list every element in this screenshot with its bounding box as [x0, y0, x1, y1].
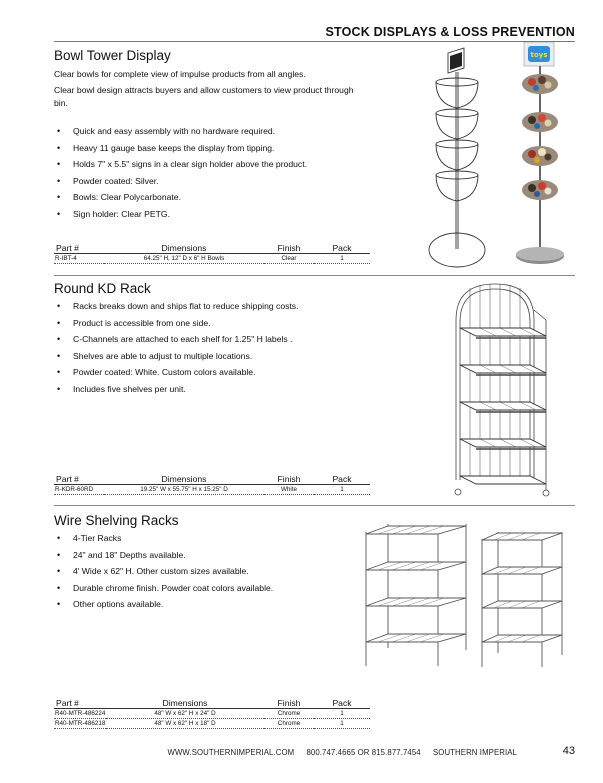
cell-dimensions: 48" W x 62" H x 24" D — [106, 709, 264, 719]
column-header-pack: Pack — [332, 474, 352, 484]
cell-finish: Chrome — [264, 719, 314, 729]
list-item: • C-Channels are attached to each shelf for 1.25" H labels . — [54, 333, 384, 345]
bowl-tower-product-photo — [512, 42, 574, 270]
list-item: • Powder coated: White. Custom colors available. — [54, 366, 384, 378]
table-row — [54, 254, 370, 264]
table-header-row — [54, 698, 370, 709]
column-header-part: Part # — [56, 474, 79, 484]
footer-company: SOUTHERN IMPERIAL — [432, 748, 517, 757]
list-item: • Bowls: Clear Polycarbonate. — [54, 191, 384, 203]
wire-shelving-spec-table — [54, 698, 370, 729]
table-header-row — [54, 474, 370, 485]
table-row — [54, 709, 370, 719]
column-header-finish: Finish — [277, 243, 301, 253]
list-item: • Durable chrome finish. Powder coat colors available. — [54, 582, 384, 594]
list-item: • 4-Tier Racks — [54, 532, 384, 544]
column-header-part: Part # — [56, 698, 79, 708]
column-header-dimensions: Dimensions — [161, 243, 207, 253]
list-item: • Shelves are able to adjust to multiple locations. — [54, 350, 384, 362]
cell-pack: 1 — [314, 485, 370, 495]
list-item: • Includes five shelves per unit. — [54, 383, 384, 395]
toys-sign-text: toys — [530, 51, 548, 59]
column-header-dimensions: Dimensions — [161, 474, 207, 484]
column-header-pack: Pack — [332, 243, 352, 253]
list-item: • Holds 7" x 5.5" signs in a clear sign holder above the product. — [54, 158, 384, 170]
round-kd-rack-spec-table — [54, 474, 370, 495]
cell-pack: 1 — [314, 719, 370, 729]
column-header-finish: Finish — [277, 698, 301, 708]
list-item: • Racks breaks down and ships flat to reduce shipping costs. — [54, 300, 384, 312]
list-item: • Powder coated: Silver. — [54, 175, 384, 187]
list-item: • Quick and easy assembly with no hardware required. — [54, 125, 384, 137]
bowl-tower-paragraph-2: Clear bowl design attracts buyers and allow customers to view product through bin. — [54, 85, 354, 108]
cell-part-number: R40-MTR-486224 — [55, 710, 106, 717]
page-number: 43 — [562, 745, 575, 757]
section-divider — [54, 505, 575, 506]
cell-finish: Chrome — [264, 709, 314, 719]
table-header-row — [54, 243, 370, 254]
list-item: • Other options available. — [54, 598, 384, 610]
cell-dimensions: 64.25" H, 12" D x 6" H Bowls — [104, 254, 264, 264]
page-header-title: STOCK DISPLAYS & LOSS PREVENTION — [325, 25, 575, 39]
list-item: • Sign holder: Clear PETG. — [54, 208, 384, 220]
column-header-pack: Pack — [332, 698, 352, 708]
list-item: • 4' Wide x 62" H. Other custom sizes available. — [54, 565, 384, 577]
photo-bowl — [522, 74, 558, 94]
cell-finish: White — [264, 485, 314, 495]
section-title-wire-shelving: Wire Shelving Racks — [54, 513, 179, 528]
list-item: • 24" and 18" Depths available. — [54, 549, 384, 561]
header-divider — [54, 41, 575, 42]
page-footer — [167, 748, 517, 757]
bowl-tower-spec-table — [54, 243, 370, 264]
round-kd-rack-feature-list — [54, 300, 384, 400]
bowl-tower-line-drawing — [420, 44, 500, 270]
column-header-part: Part # — [56, 243, 79, 253]
cell-dimensions: 48" W x 62" H x 18" D — [106, 719, 264, 729]
column-header-finish: Finish — [277, 474, 301, 484]
bowl-tower-feature-list — [54, 125, 384, 225]
section-divider — [54, 275, 575, 276]
column-header-dimensions: Dimensions — [162, 698, 208, 708]
wire-shelving-24in-drawing — [358, 520, 473, 670]
footer-phone: 800.747.4665 OR 815.877.7454 — [306, 748, 421, 757]
bowl-tower-paragraph-1: Clear bowls for complete view of impulse products from all angles. — [54, 69, 306, 79]
cell-part-number: R-IBT-4 — [54, 254, 104, 264]
cell-finish: Clear — [264, 254, 314, 264]
list-item: • Product is accessible from one side. — [54, 317, 384, 329]
cell-dimensions: 19.25" W x 55.75" H x 15.25" D — [104, 485, 264, 495]
list-item: • Heavy 11 gauge base keeps the display from tipping. — [54, 142, 384, 154]
round-kd-rack-line-drawing — [450, 280, 555, 500]
table-row — [54, 719, 370, 729]
cell-part-number: R40-MTR-486218 — [55, 720, 106, 727]
table-row — [54, 485, 370, 495]
cell-part-number: R-KDR-60RD — [54, 485, 104, 495]
footer-website: WWW.SOUTHERNIMPERIAL.COM — [167, 748, 295, 757]
cell-pack: 1 — [314, 709, 370, 719]
wire-shelving-18in-drawing — [478, 527, 568, 672]
section-title-round-kd-rack: Round KD Rack — [54, 281, 151, 296]
wire-shelving-feature-list — [54, 532, 384, 615]
cell-pack: 1 — [314, 254, 370, 264]
section-title-bowl-tower: Bowl Tower Display — [54, 48, 171, 63]
